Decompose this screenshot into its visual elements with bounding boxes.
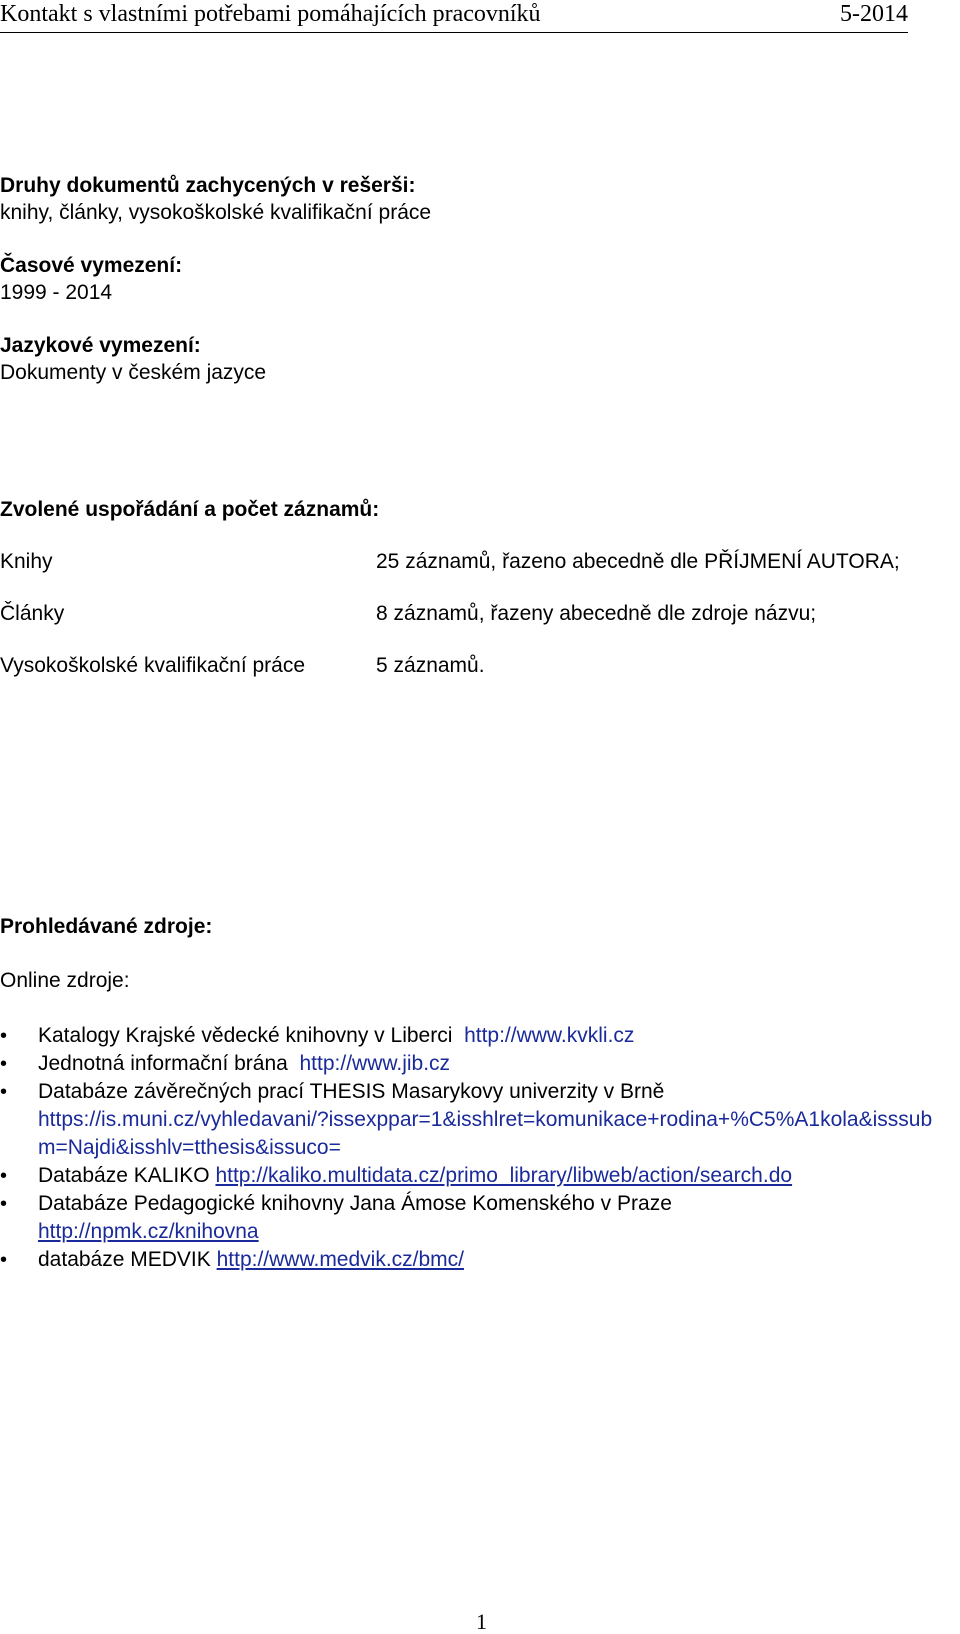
source-link[interactable]: http://www.jib.cz — [299, 1052, 451, 1075]
arrangement-row-desc: 25 záznamů, řazeno abecedně dle PŘÍJMENÍ AUTORA; — [376, 550, 900, 573]
source-name: Databáze Pedagogické knihovny Jana Ámose Komenského v Praze — [38, 1192, 672, 1215]
source-name: Databáze KALIKO — [38, 1164, 210, 1187]
doc-types-value: knihy, články, vysokoškolské kvalifikační práce — [0, 201, 432, 224]
source-link[interactable]: https://is.muni.cz/vyhledavani/?issexppar=1&isshlret=komunikace+rodina+%C5%A1kola&isssubm=Najdi&isshlv=tthesis&issuco= — [38, 1108, 933, 1159]
language-label: Jazykové vymezení: — [0, 334, 201, 357]
list-item — [0, 1050, 960, 1078]
list-item — [0, 1022, 960, 1050]
source-name: Jednotná informační brána — [38, 1052, 288, 1075]
header-rule — [0, 32, 908, 33]
bullet-icon: • — [0, 1165, 8, 1187]
doc-types-label: Druhy dokumentů zachycených v rešerši: — [0, 174, 416, 197]
bullet-icon: • — [0, 1249, 8, 1271]
bullet-icon: • — [0, 1053, 8, 1075]
arrangement-row-desc: 8 záznamů, řazeny abecedně dle zdroje názvu; — [376, 602, 817, 625]
arrangement-label: Zvolené uspořádání a počet záznamů: — [0, 498, 380, 521]
arrangement-row-desc: 5 záznamů. — [376, 654, 485, 677]
source-link[interactable]: http://kaliko.multidata.cz/primo_library/libweb/action/search.do — [215, 1164, 793, 1187]
source-link[interactable]: http://www.medvik.cz/bmc/ — [216, 1248, 465, 1271]
list-item — [0, 1162, 960, 1190]
source-name: Katalogy Krajské vědecké knihovny v Liberci — [38, 1024, 453, 1047]
source-name: databáze MEDVIK — [38, 1248, 211, 1271]
arrangement-row-type: Knihy — [0, 550, 53, 573]
language-value: Dokumenty v českém jazyce — [0, 361, 267, 384]
time-value: 1999 - 2014 — [0, 281, 113, 304]
source-name: Databáze závěrečných prací THESIS Masarykovy univerzity v Brně — [38, 1080, 665, 1103]
running-header-title: Kontakt s vlastními potřebami pomáhajících pracovníků — [0, 1, 541, 27]
running-header-issue: 5-2014 — [840, 1, 908, 27]
sources-list — [0, 1022, 960, 1274]
sources-label: Prohledávané zdroje: — [0, 915, 213, 938]
language-section — [0, 332, 266, 386]
bullet-icon: • — [0, 1193, 8, 1215]
source-link[interactable]: http://www.kvkli.cz — [464, 1024, 635, 1047]
online-sources-label: Online zdroje: — [0, 969, 130, 992]
time-section — [0, 252, 182, 306]
bullet-icon: • — [0, 1025, 8, 1047]
time-label: Časové vymezení: — [0, 254, 183, 277]
arrangement-row-type: Vysokoškolské kvalifikační práce — [0, 654, 306, 677]
arrangement-row-type: Články — [0, 602, 65, 625]
list-item — [0, 1246, 960, 1274]
bullet-icon: • — [0, 1081, 8, 1103]
page-number: 1 — [476, 1609, 487, 1634]
list-item — [0, 1078, 960, 1162]
source-link[interactable]: http://npmk.cz/knihovna — [38, 1220, 259, 1243]
list-item — [0, 1190, 960, 1246]
doc-types-section — [0, 172, 431, 226]
